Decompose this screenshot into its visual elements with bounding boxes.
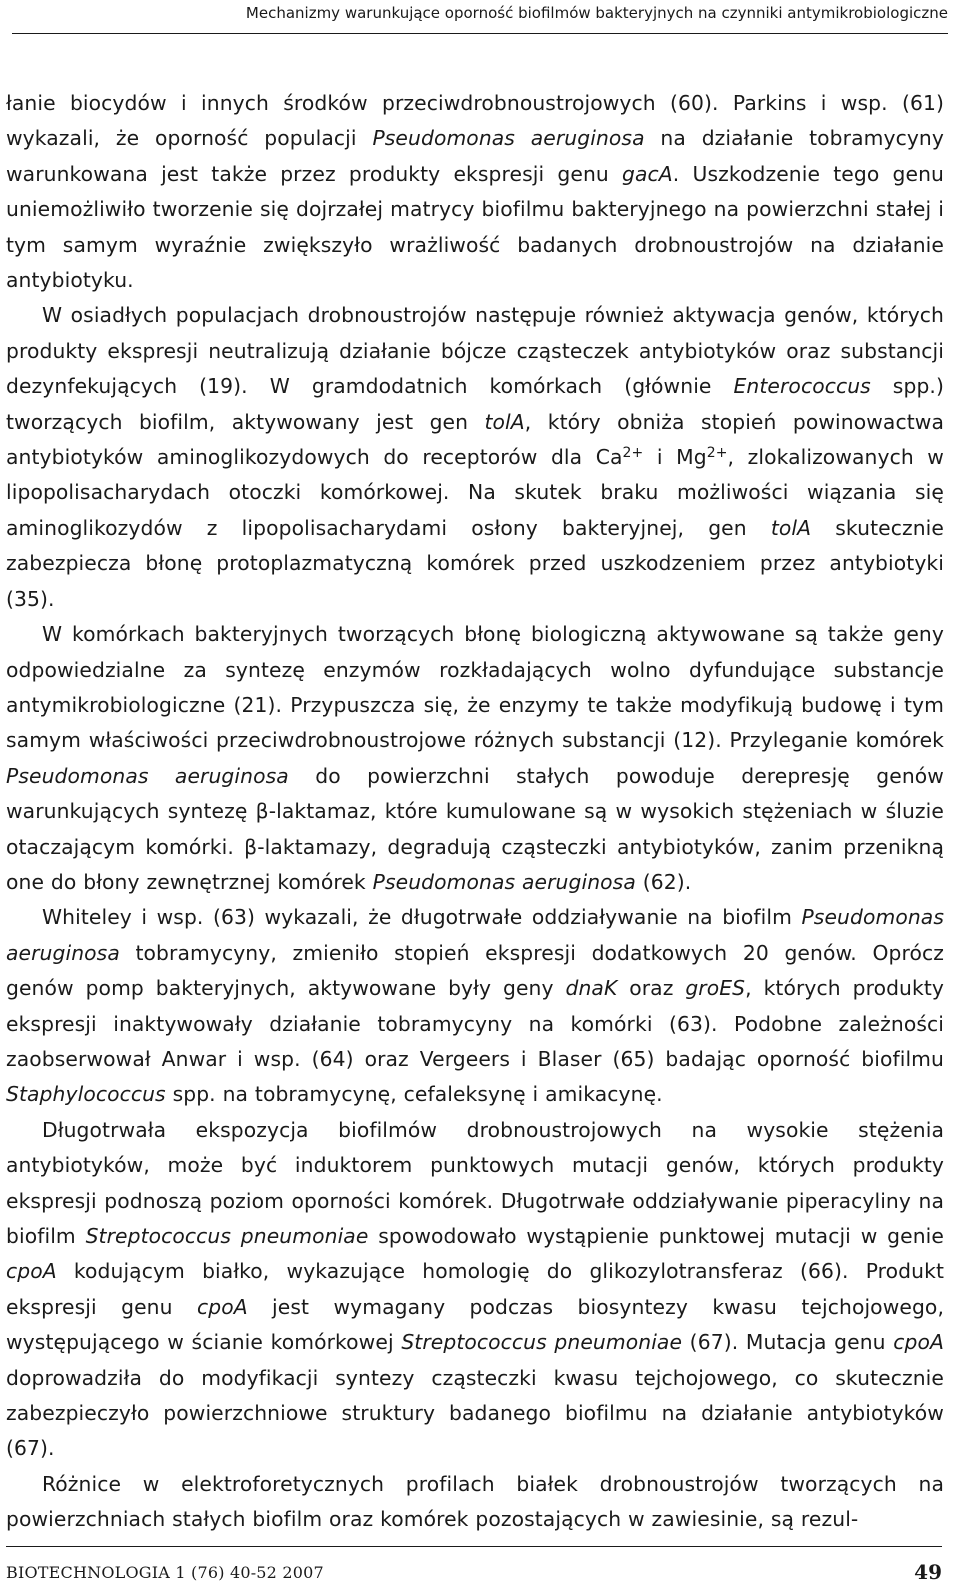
text-run: (62).	[635, 869, 692, 894]
text-run: W komórkach bakteryjnych tworzących błonę biologiczną aktywowane są także geny odpowiedzialne za syntezę enzymów rozkładających wolno dyfundujące substancje antymikrobiologiczne (21). Przypuszcza się, że enzymy te także modyfikują budowę i tym samym właściwości przeciwdrobnoustrojowe różnych substancji (12). Przyleganie komórek	[6, 622, 944, 753]
italic-term: cpoA	[196, 1294, 248, 1319]
paragraph	[6, 298, 944, 617]
running-title: Mechanizmy warunkujące oporność biofilmów bakteryjnych na czynniki antymikrobiologiczne	[245, 4, 948, 22]
italic-term: Streptococcus pneumoniae	[85, 1224, 369, 1248]
text-run: kodującym białko, wykazujące homologię do glikozylotransferaz (66). Produkt ekspresji genu	[6, 1259, 944, 1319]
text-run: doprowadziła do modyfikacji syntezy cząsteczki kwasu tejchojowego, co skutecznie zabezpieczyło powierzchniowe struktury badanego biofilmu na działanie antybiotyków (67).	[6, 1365, 944, 1461]
text-run: spp.) tworzących biofilm, aktywowany jest gen	[6, 374, 944, 434]
text-run: na działanie tobramycyny warunkowana jest także przez produkty ekspresji genu	[6, 126, 944, 186]
paragraph	[6, 86, 944, 298]
journal-citation: BIOTECHNOLOGIA 1 (76) 40-52 2007	[6, 1563, 324, 1582]
italic-term: cpoA	[893, 1330, 944, 1355]
superscript: 2+	[706, 445, 728, 462]
running-header	[12, 0, 948, 34]
paragraph	[6, 1467, 944, 1538]
italic-term: dnaK	[565, 976, 618, 1001]
superscript: 2+	[622, 445, 644, 462]
text-run: jest wymagany podczas biosyntezy kwasu tejchojowego, występującego w ścianie komórkowej	[6, 1294, 944, 1355]
text-run: oraz	[617, 976, 686, 1001]
text-run: (67). Mutacja genu	[682, 1330, 894, 1355]
page-number: 49	[914, 1560, 942, 1584]
italic-term: Enterococcus	[733, 374, 871, 399]
text-run: spp. na tobramycynę, cefaleksynę i amikacynę.	[165, 1082, 663, 1107]
text-run: Whiteley i wsp. (63) wykazali, że długotrwałe oddziaływanie na biofilm	[42, 905, 802, 930]
text-run: Długotrwała ekspozycja biofilmów drobnoustrojowych na wysokie stężenia antybiotyków, może być induktorem punktowych mutacji genów, których produkty ekspresji podnoszą poziom oporności komórek. Długotrwałe oddziaływanie piperacyliny na biofilm	[6, 1117, 944, 1248]
text-run: , których produkty ekspresji inaktywowały działanie tobramycyny na komórki (63). Podobne zależności zaobserwował Anwar i wsp. (64) oraz Vergeers i Blaser (65) badając oporność biofilmu	[6, 976, 944, 1071]
text-run: , zlokalizowanych w lipopolisacharydach otoczki komórkowej. Na skutek braku możliwości wiązania się aminoglikozydów z lipopolisacharydami osłony bakteryjnej, gen	[6, 445, 944, 540]
italic-term: cpoA	[6, 1259, 57, 1284]
text-run: . Uszkodzenie tego genu uniemożliwiło tworzenie się dojrzałej matrycy biofilmu bakteryjnego na powierzchni stałej i tym samym wyraźnie zwiększyło wrażliwość badanych drobnoustrojów na działanie antybiotyku.	[6, 161, 944, 293]
italic-term: tolA	[484, 409, 525, 434]
italic-term: gacA	[622, 161, 673, 186]
italic-term: Pseudomonas aeruginosa	[372, 126, 645, 151]
page-footer	[6, 1546, 942, 1587]
italic-term: Pseudomonas aeruginosa	[372, 869, 636, 894]
paragraph	[6, 617, 944, 900]
italic-term: Pseudomonas aeruginosa	[6, 905, 944, 965]
text-run: , który obniża stopień powinowactwa antybiotyków aminoglikozydowych do receptorów dla Ca	[6, 409, 944, 470]
text-run: skutecznie zabezpiecza błonę protoplazmatyczną komórek przed uszkodzeniem przez antybiotyki (35).	[6, 515, 944, 611]
text-run: i Mg	[643, 445, 707, 470]
italic-term: Staphylococcus	[6, 1082, 166, 1107]
text-run: tobramycyny, zmieniło stopień ekspresji dodatkowych 20 genów. Oprócz genów pomp bakteryjnych, aktywowane były geny	[6, 940, 944, 1001]
text-run: Różnice w elektroforetycznych profilach białek drobnoustrojów tworzących na powierzchniach stałych biofilm oraz komórek pozostających w zawiesinie, są rezul-	[6, 1471, 944, 1532]
paragraph	[6, 1113, 944, 1467]
italic-term: Pseudomonas aeruginosa	[6, 763, 289, 788]
article-body	[6, 86, 944, 1538]
italic-term: tolA	[770, 515, 812, 540]
text-run: łanie biocydów i innych środków przeciwdrobnoustrojowych (60). Parkins i wsp. (61) wykazali, że oporność populacji	[6, 91, 944, 151]
italic-term: Streptococcus pneumoniae	[401, 1330, 683, 1355]
text-run: spowodowało wystąpienie punktowej mutacji w genie	[368, 1224, 944, 1248]
paragraph	[6, 900, 944, 1112]
italic-term: groES	[685, 976, 746, 1001]
text-run: W osiadłych populacjach drobnoustrojów następuje również aktywacja genów, których produkty ekspresji neutralizują działanie bójcze cząsteczek antybiotyków oraz substancji dezynfekujących (19). W gramdodatnich komórkach (głównie	[6, 303, 944, 399]
text-run: do powierzchni stałych powoduje derepresję genów warunkujących syntezę β-laktamaz, które kumulowane są w wysokich stężeniach w śluzie otaczającym komórki. β-laktamazy, degradują cząsteczki antybiotyków, zanim przenikną one do błony zewnętrznej komórek	[6, 763, 944, 894]
